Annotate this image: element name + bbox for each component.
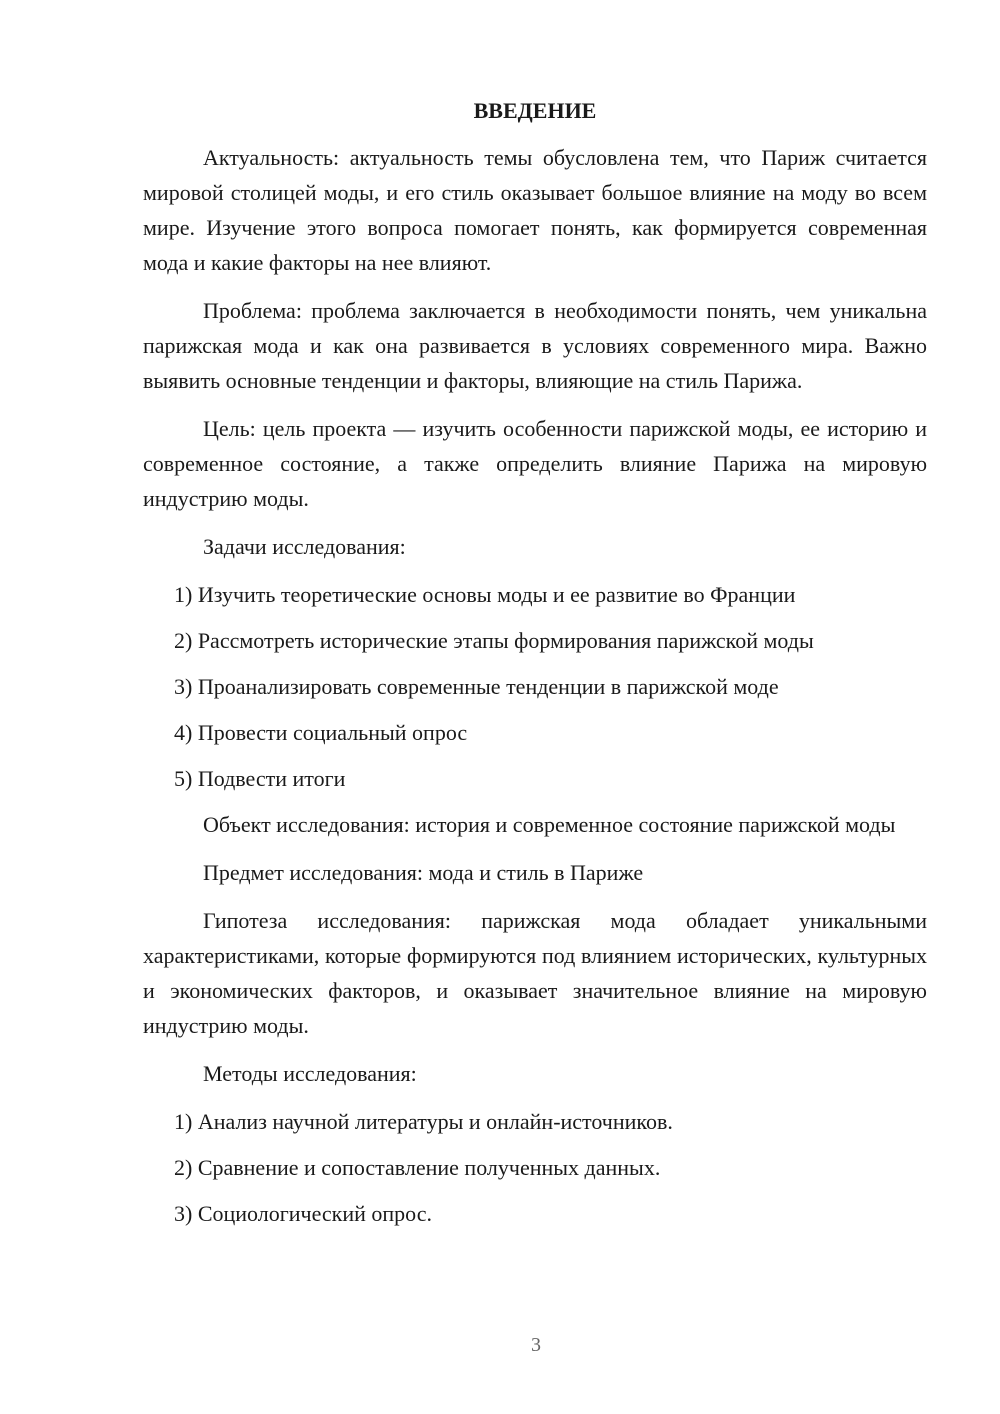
methods-list bbox=[143, 1104, 927, 1231]
paragraph-problem: Проблема: проблема заключается в необходимости понять, чем уникальна парижская мода и как она развивается в условиях современного мира. Важно выявить основные тенденции и факторы, влияющие на стиль Парижа. bbox=[143, 298, 927, 393]
list-item: 3) Проанализировать современные тенденции в парижской моде bbox=[174, 674, 779, 699]
list-item: 1) Изучить теоретические основы моды и ее развитие во Франции bbox=[174, 582, 796, 607]
list-item: 2) Сравнение и сопоставление полученных данных. bbox=[174, 1155, 661, 1180]
tasks-heading: Задачи исследования: bbox=[203, 534, 406, 559]
page-content bbox=[143, 96, 927, 1242]
list-item: 1) Анализ научной литературы и онлайн-источников. bbox=[174, 1109, 673, 1134]
paragraph-object: Объект исследования: история и современное состояние парижской моды bbox=[203, 812, 896, 837]
paragraph-relevance: Актуальность: актуальность темы обусловлена тем, что Париж считается мировой столицей моды, и его стиль оказывает большое влияние на моду во всем мире. Изучение этого вопроса помогает понять, как формируется современная мода и какие факторы на нее влияют. bbox=[143, 145, 927, 275]
tasks-list bbox=[143, 577, 927, 796]
list-item: 4) Провести социальный опрос bbox=[174, 720, 468, 745]
section-title: ВВЕДЕНИЕ bbox=[473, 98, 597, 123]
list-item: 2) Рассмотреть исторические этапы формирования парижской моды bbox=[174, 628, 814, 653]
page-number: 3 bbox=[531, 1334, 541, 1356]
paragraph-subject: Предмет исследования: мода и стиль в Париже bbox=[203, 860, 644, 885]
paragraph-goal: Цель: цель проекта — изучить особенности парижской моды, ее историю и современное состояние, а также определить влияние Парижа на мировую индустрию моды. bbox=[143, 416, 927, 511]
methods-heading: Методы исследования: bbox=[203, 1061, 417, 1086]
list-item: 5) Подвести итоги bbox=[174, 766, 346, 791]
list-item: 3) Социологический опрос. bbox=[174, 1201, 432, 1226]
paragraph-hypothesis: Гипотеза исследования: парижская мода обладает уникальными характеристиками, которые формируются под влиянием исторических, культурных и экономических факторов, и оказывает значительное влияние на мировую индустрию моды. bbox=[143, 908, 927, 1038]
